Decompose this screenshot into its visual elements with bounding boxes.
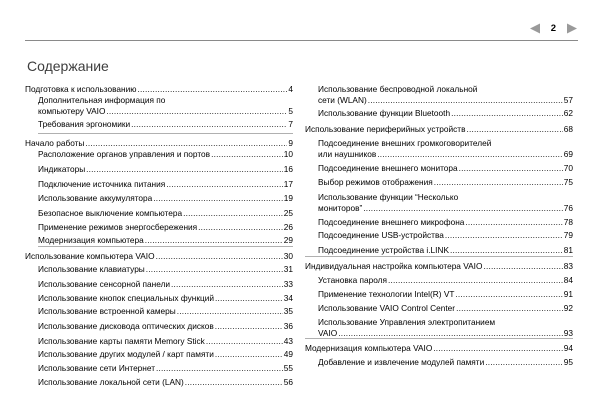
toc-entry-row <box>38 119 293 130</box>
toc-subsection-entry[interactable] <box>305 163 573 174</box>
toc-page-number: 83 <box>563 261 573 271</box>
toc-subsection-entry[interactable] <box>305 303 573 314</box>
toc-page-number: 10 <box>283 149 293 159</box>
toc-page-number: 70 <box>563 163 573 173</box>
toc-entry-title: Использование VAIO Control Center <box>318 303 456 313</box>
toc-entry-row <box>38 208 293 219</box>
toc-entry-row <box>318 357 573 368</box>
toc-entry-title: Использование других модулей / карт памяти <box>38 349 214 359</box>
toc-entry-row <box>38 377 293 388</box>
toc-page-number: 26 <box>283 222 293 232</box>
toc-subsection-entry[interactable] <box>25 349 293 360</box>
toc-page-number: 31 <box>283 264 293 274</box>
toc-page-number: 5 <box>288 105 293 116</box>
toc-dot-leader <box>206 336 283 347</box>
toc-dot-leader <box>166 179 283 190</box>
toc-subsection-entry[interactable] <box>25 208 293 219</box>
toc-entry-row <box>38 164 293 175</box>
toc-page-number: 81 <box>563 245 573 255</box>
header-divider <box>25 40 578 41</box>
toc-section-entry[interactable] <box>25 138 293 149</box>
toc-entry-title: Подключение источника питания <box>38 179 166 189</box>
toc-subsection-entry[interactable] <box>305 317 573 338</box>
toc-section-divider <box>305 338 573 339</box>
toc-entry-title: Добавление и извлечение модулей памяти <box>318 357 485 367</box>
toc-entry-row <box>38 363 293 374</box>
toc-entry-title: Расположение органов управления и портов <box>38 149 211 159</box>
toc-dot-leader <box>451 108 563 119</box>
toc-subsection-entry[interactable] <box>305 230 573 241</box>
toc-page-number: 69 <box>563 148 573 159</box>
toc-dot-leader <box>85 138 287 149</box>
toc-entry-title: Начало работы <box>25 138 85 148</box>
toc-entry-title-line: Использование беспроводной локальной <box>318 84 478 94</box>
toc-dot-leader <box>156 363 283 374</box>
toc-page-number: 68 <box>563 124 573 134</box>
toc-subsection-entry[interactable] <box>305 357 573 368</box>
toc-section-entry[interactable] <box>25 251 293 262</box>
toc-entry-row <box>318 95 573 106</box>
toc-page-number: 75 <box>563 177 573 187</box>
toc-page-number: 34 <box>283 293 293 303</box>
toc-dot-leader <box>198 222 283 233</box>
next-page-icon[interactable] <box>566 23 578 34</box>
toc-entry-title-line: Подсоединение внешних громкоговорителей <box>318 138 492 148</box>
toc-dot-leader <box>377 149 562 160</box>
toc-dot-leader <box>456 303 563 314</box>
toc-section-divider <box>305 256 573 257</box>
toc-entry-title: мониторов” <box>318 202 363 213</box>
toc-subsection-entry[interactable] <box>305 217 573 228</box>
toc-dot-leader <box>433 343 562 354</box>
toc-entry-title: Подсоединение внешнего микрофона <box>318 217 465 227</box>
toc-subsection-entry[interactable] <box>25 306 293 317</box>
toc-entry-row <box>38 336 293 347</box>
toc-entry-row <box>318 108 573 119</box>
toc-entry-row <box>38 235 293 246</box>
toc-entry-row <box>38 222 293 233</box>
toc-dot-leader <box>467 124 563 135</box>
previous-page-icon[interactable] <box>529 23 541 34</box>
toc-entry-row <box>305 343 573 354</box>
toc-entry-row <box>38 293 293 304</box>
toc-entry-title: сети (WLAN) <box>318 94 367 105</box>
toc-entry-title: Установка пароля <box>318 275 388 285</box>
toc-page-number: 16 <box>283 164 293 174</box>
toc-dot-leader <box>215 321 283 332</box>
toc-subsection-entry[interactable] <box>305 192 573 213</box>
toc-page-number: 33 <box>283 279 293 289</box>
toc-dot-leader <box>185 377 283 388</box>
toc-entry-row <box>25 84 293 95</box>
toc-dot-leader <box>146 264 283 275</box>
toc-subsection-entry[interactable] <box>25 363 293 374</box>
toc-entry-row <box>318 230 573 241</box>
toc-page-number: 79 <box>563 230 573 240</box>
toc-page-number: 55 <box>283 363 293 373</box>
toc-dot-leader <box>145 235 283 246</box>
toc-subsection-entry[interactable] <box>25 377 293 388</box>
toc-entry-row <box>25 138 293 149</box>
toc-entry-row <box>25 251 293 262</box>
toc-section-entry[interactable] <box>305 261 573 272</box>
toc-subsection-entry[interactable] <box>25 164 293 175</box>
toc-entry-title: Требования эргономики <box>38 119 131 129</box>
toc-subsection-entry[interactable] <box>305 108 573 119</box>
toc-subsection-entry[interactable] <box>25 179 293 190</box>
toc-entry-row <box>38 349 293 360</box>
toc-dot-leader <box>459 163 563 174</box>
toc-dot-leader <box>338 328 563 339</box>
toc-page-number: 25 <box>283 208 293 218</box>
toc-entry-title: Индивидуальная настройка компьютера VAIO <box>305 261 483 271</box>
toc-entry-title: Индикаторы <box>38 164 86 174</box>
toc-entry-title-line: Использование функции “Несколько <box>318 192 459 202</box>
toc-entry-row <box>305 124 573 135</box>
toc-subsection-entry[interactable] <box>25 193 293 204</box>
toc-page-number: 84 <box>563 275 573 285</box>
toc-entry-title: Использование кнопок специальных функций <box>38 293 214 303</box>
toc-entry-title: Использование встроенной камеры <box>38 306 176 316</box>
toc-entry-title: Использование клавиатуры <box>38 264 145 274</box>
toc-entry-title: Использование компьютера VAIO <box>25 251 155 261</box>
toc-entry-title: Модернизация компьютера VAIO <box>305 343 433 353</box>
toc-page-number: 76 <box>563 202 573 213</box>
toc-dot-leader <box>215 293 283 304</box>
toc-entry-title-line: Дополнительная информация по <box>38 95 166 105</box>
toc-subsection-entry[interactable] <box>25 222 293 233</box>
toc-entry-title: Использование аккумулятора <box>38 193 153 203</box>
toc-page-number: 93 <box>563 327 573 338</box>
toc-dot-leader <box>388 275 563 286</box>
toc-entry-row <box>318 303 573 314</box>
toc-entry-title: Использование сети Интернет <box>38 363 156 373</box>
toc-page-number: 78 <box>563 217 573 227</box>
toc-entry-row <box>305 261 573 272</box>
toc-dot-leader <box>363 203 563 214</box>
toc-page-number: 17 <box>283 179 293 189</box>
toc-entry-row <box>318 289 573 300</box>
toc-section-divider <box>38 246 293 247</box>
toc-entry-row <box>318 328 573 339</box>
toc-entry-row <box>318 203 573 214</box>
toc-entry-title: или наушников <box>318 148 377 159</box>
toc-entry-row <box>318 245 573 256</box>
toc-dot-leader <box>183 208 283 219</box>
toc-entry-row <box>318 275 573 286</box>
toc-subsection-entry[interactable] <box>25 279 293 290</box>
toc-subsection-entry[interactable] <box>25 119 293 130</box>
toc-subsection-entry[interactable] <box>305 245 573 256</box>
toc-page-number: 4 <box>288 84 293 94</box>
toc-entry-title: Применение технологии Intel(R) VT <box>318 289 455 299</box>
toc-subsection-entry[interactable] <box>25 264 293 275</box>
toc-page-number: 35 <box>283 306 293 316</box>
toc-entry-row <box>318 177 573 188</box>
toc-dot-leader <box>171 279 283 290</box>
toc-section-entry[interactable] <box>25 84 293 95</box>
toc-entry-row <box>318 163 573 174</box>
toc-page-number: 29 <box>283 235 293 245</box>
toc-entry-row <box>38 279 293 290</box>
toc-page-number: 95 <box>563 357 573 367</box>
toc-entry-title: Использование дисковода оптических дисков <box>38 321 214 331</box>
toc-entry-row <box>318 217 573 228</box>
toc-page-number: 9 <box>288 138 293 148</box>
page-title: Содержание <box>27 58 109 74</box>
toc-subsection-entry[interactable] <box>305 289 573 300</box>
toc-entry-title: Подсоединение устройства i.LINK <box>318 245 449 255</box>
toc-page-number: 30 <box>283 251 293 261</box>
toc-page-number: 62 <box>563 108 573 118</box>
toc-subsection-entry[interactable] <box>305 275 573 286</box>
toc-dot-leader <box>137 84 287 95</box>
toc-section-divider <box>38 133 293 134</box>
toc-entry-row <box>38 321 293 332</box>
toc-page-number: 7 <box>288 119 293 129</box>
toc-subsection-entry[interactable] <box>25 149 293 160</box>
toc-entry-title: Подсоединение внешнего монитора <box>318 163 458 173</box>
toc-dot-leader <box>177 306 283 317</box>
toc-dot-leader <box>211 149 283 160</box>
toc-page-number: 36 <box>283 321 293 331</box>
toc-entry-row <box>38 193 293 204</box>
toc-entry-title: Применение режимов энергосбережения <box>38 222 198 232</box>
toc-subsection-entry[interactable] <box>25 336 293 347</box>
toc-page-number: 19 <box>283 193 293 203</box>
toc-entry-row <box>38 179 293 190</box>
toc-entry-title: Использование функции Bluetooth <box>318 108 451 118</box>
toc-section-entry[interactable] <box>305 343 573 354</box>
toc-entry-title: Подсоединение USB-устройства <box>318 230 444 240</box>
toc-entry-row <box>318 149 573 160</box>
toc-dot-leader <box>86 164 283 175</box>
toc-dot-leader <box>215 349 283 360</box>
toc-dot-leader <box>434 177 563 188</box>
toc-entry-title: VAIO <box>318 327 338 338</box>
toc-entry-title: Использование локальной сети (LAN) <box>38 377 184 387</box>
toc-subsection-entry[interactable] <box>25 235 293 246</box>
toc-section-entry[interactable] <box>305 124 573 135</box>
toc-page-number: 43 <box>283 336 293 346</box>
toc-dot-leader <box>455 289 562 300</box>
toc-entry-title: Использование сенсорной панели <box>38 279 171 289</box>
toc-entry-title: Использование карты памяти Memory Stick <box>38 336 205 346</box>
toc-dot-leader <box>485 357 563 368</box>
toc-entry-row <box>38 149 293 160</box>
toc-subsection-entry[interactable] <box>305 138 573 159</box>
toc-dot-leader <box>156 251 283 262</box>
toc-subsection-entry[interactable] <box>25 95 293 116</box>
toc-page-number: 57 <box>563 94 573 105</box>
toc-dot-leader <box>483 261 562 272</box>
toc-subsection-entry[interactable] <box>305 84 573 105</box>
toc-dot-leader <box>131 119 287 130</box>
toc-page-number: 94 <box>563 343 573 353</box>
toc-entry-title: Безопасное выключение компьютера <box>38 208 183 218</box>
toc-subsection-entry[interactable] <box>25 293 293 304</box>
toc-entry-row <box>38 306 293 317</box>
toc-entry-title: Подготовка к использованию <box>25 84 137 94</box>
toc-dot-leader <box>445 230 563 241</box>
toc-page-number: 56 <box>283 377 293 387</box>
toc-dot-leader <box>450 245 563 256</box>
toc-page-number: 91 <box>563 289 573 299</box>
toc-entry-row <box>38 106 293 117</box>
toc-entry-title: Модернизация компьютера <box>38 235 144 245</box>
toc-dot-leader <box>106 106 287 117</box>
page-number: 2 <box>550 22 556 34</box>
toc-entry-row <box>38 264 293 275</box>
toc-page-number: 92 <box>563 303 573 313</box>
toc-dot-leader <box>368 95 563 106</box>
toc-entry-title-line: Использование Управления электропитанием <box>318 317 496 327</box>
toc-entry-title: Выбор режимов отображения <box>318 177 433 187</box>
toc-subsection-entry[interactable] <box>25 321 293 332</box>
page-navigation <box>529 22 578 34</box>
toc-subsection-entry[interactable] <box>305 177 573 188</box>
toc-entry-title: компьютеру VAIO <box>38 105 106 116</box>
toc-dot-leader <box>465 217 562 228</box>
toc-dot-leader <box>153 193 283 204</box>
toc-page-number: 49 <box>283 349 293 359</box>
toc-entry-title: Использование периферийных устройств <box>305 124 466 134</box>
